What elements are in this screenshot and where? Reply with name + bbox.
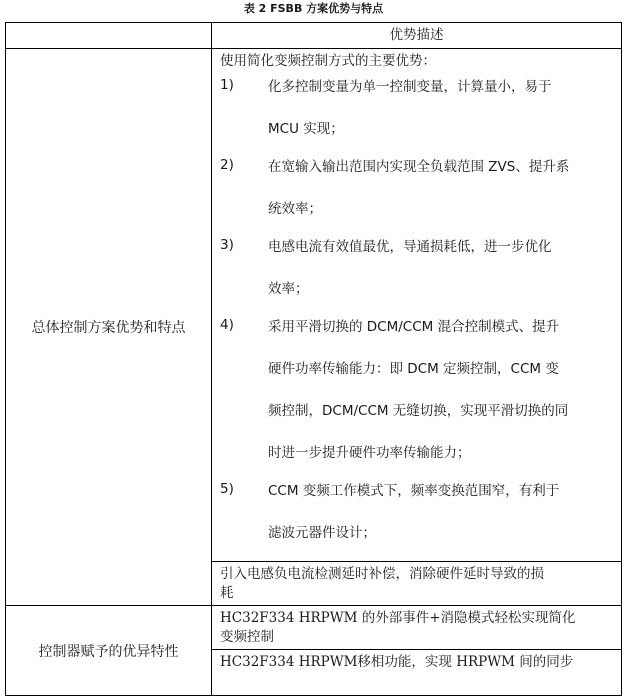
advantages-table: [5, 22, 622, 696]
list-item-text: [268, 77, 613, 157]
list-item: [220, 157, 613, 237]
list-item-text: [268, 317, 613, 481]
table-row: [6, 606, 622, 650]
list-item-line: 频控制，DCM/CCM 无缝切换，实现平滑切换的同: [268, 403, 569, 419]
list-item-line: 统效率；: [268, 201, 322, 217]
list-item-text: [268, 481, 613, 561]
table-header-row: [6, 23, 622, 49]
list-item-line: 化多控制变量为单一控制变量，计算量小，易于: [268, 79, 552, 95]
controller-feature-cell-2: [212, 650, 622, 696]
list-item-line: 电感电流有效值最优，导通损耗低，进一步优化: [268, 239, 552, 255]
list-item-number: 3): [220, 237, 234, 253]
header-cell-advantages: 优势描述: [212, 23, 622, 49]
list-item-line: CCM 变频工作模式下，频率变换范围窄，有利于: [268, 483, 560, 499]
list-item-text: [268, 237, 613, 317]
row-label-controller: 控制器赋予的优异特性: [6, 606, 212, 696]
table-caption: 表 2 FSBB 方案优势与特点: [243, 2, 384, 15]
extra-line-2: 耗: [220, 585, 234, 601]
list-item: [220, 77, 613, 157]
list-item: [220, 317, 613, 481]
list-item-line: 硬件功率传输能力：即 DCM 定频控制，CCM 变: [268, 361, 559, 377]
list-item-line: 效率；: [268, 281, 309, 297]
list-item: [220, 481, 613, 561]
list-item-line: 采用平滑切换的 DCM/CCM 混合控制模式、提升: [268, 319, 560, 335]
extra-line-1: 引入电感负电流检测延时补偿，消除硬件延时导致的损: [220, 566, 544, 582]
extra-advantage-cell: [212, 562, 622, 606]
list-item-text: [268, 157, 613, 237]
feature-line-2: 变频控制: [220, 629, 274, 645]
list-item-line: 滤波元器件设计；: [268, 525, 376, 541]
list-item-line: MCU 实现；: [268, 121, 344, 137]
list-item-number: 5): [220, 481, 234, 497]
list-item-number: 1): [220, 77, 234, 93]
feature-line-3: HC32F334 HRPWM移相功能，实现 HRPWM 间的同步: [220, 654, 574, 670]
list-item: [220, 237, 613, 317]
intro-text: 使用简化变频控制方式的主要优势：: [220, 53, 436, 69]
feature-line-1: HC32F334 HRPWM 的外部事件+消隐模式轻松实现简化: [220, 610, 576, 626]
list-item-number: 4): [220, 317, 234, 333]
list-item-line: 在宽输入输出范围内实现全负载范围 ZVS、提升系: [268, 159, 570, 175]
list-item-line: 时进一步提升硬件功率传输能力；: [268, 445, 471, 461]
advantage-list: [220, 77, 613, 561]
advantages-cell: [212, 49, 622, 562]
table-row: [6, 49, 622, 562]
header-cell-empty: [6, 23, 212, 49]
list-item-number: 2): [220, 157, 234, 173]
controller-feature-cell-1: [212, 606, 622, 650]
row-label-overall: 总体控制方案优势和特点: [6, 49, 212, 606]
